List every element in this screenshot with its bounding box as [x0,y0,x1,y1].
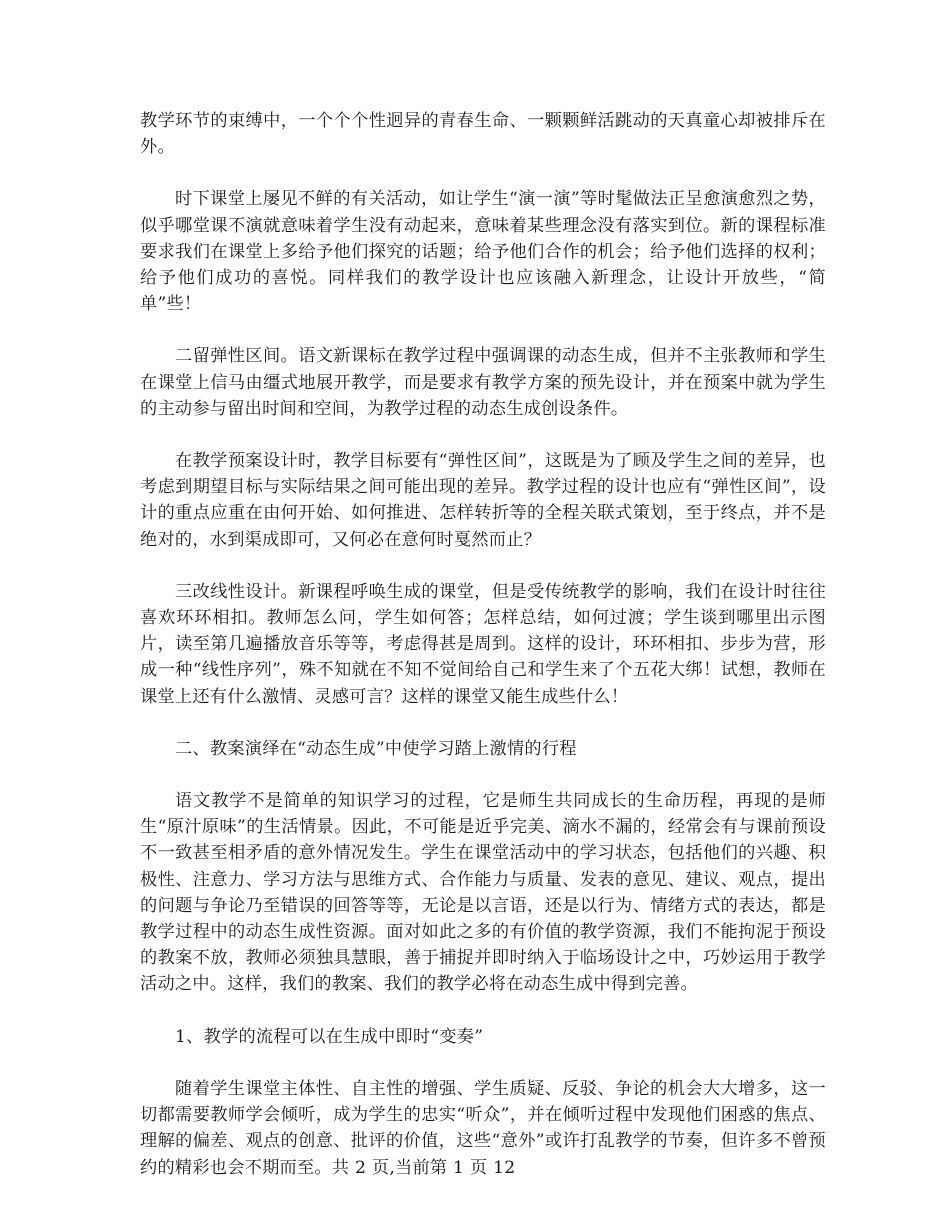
paragraph-7-text: 随着学生课堂主体性、自主性的增强、学生质疑、反驳、争论的机会大大增多，这一切都需要教师学会倾听，成为学生的忠实“听众”，并在倾听过程中发现他们困惑的焦点、理解的偏差、观点的创意、批评的价值，这些“意外”或许打乱教学的节奏，但许多不曾预约的精彩也会不期而至。 [140,1078,826,1178]
section-heading-2: 二、教案演绎在“动态生成”中使学习踏上激情的行程 [175,738,577,759]
paragraph-3: 二留弹性区间。语文新课标在教学过程中强调课的动态生成，但并不主张教师和学生在课堂上信马由缰式地展开教学，而是要求有教学方案的预先设计，并在预案中就为学生的主动参与留出时间和空间，为教学过程的动态生成创设条件。 [140,346,826,419]
paragraph-7 [140,1076,826,1181]
page-footer: 共 2 页,当前第 1 页 12 [331,1157,516,1178]
paragraph-5: 三改线性设计。新课程呼唤生成的课堂，但是受传统教学的影响，我们在设计时往往喜欢环环相扣。教师怎么问，学生如何答；怎样总结，如何过渡；学生谈到哪里出示图片，读至第几遍播放音乐等等，考虑得甚是周到。这样的设计，环环相扣、步步为营，形成一种“线性序列”，殊不知就在不知不觉间给自己和学生来了个五花大绑！试想，教师在课堂上还有什么激情、灵感可言？这样的课堂又能生成些什么！ [140,581,826,707]
paragraph-4: 在教学预案设计时，教学目标要有“弹性区间”，这既是为了顾及学生之间的差异，也考虑到期望目标与实际结果之间可能出现的差异。教学过程的设计也应有“弹性区间”，设计的重点应重在由何开始、如何推进、怎样转折等的全程关联式策划，至于终点，并不是绝对的，水到渠成即可，又何必在意何时戛然而止？ [140,451,826,550]
paragraph-1: 教学环节的束缚中，一个个个性迥异的青春生命、一颗颗鲜活跳动的天真童心却被排斥在外。 [140,111,826,158]
subsection-heading-1: 1、教学的流程可以在生成中即时“变奏” [175,1026,484,1047]
paragraph-2: 时下课堂上屡见不鲜的有关活动，如让学生“演一演”等时髦做法正呈愈演愈烈之势，似乎哪堂课不演就意味着学生没有动起来，意味着某些理念没有落实到位。新的课程标准要求我们在课堂上多给予他们探究的话题；给予他们合作的机会；给予他们选择的权利；给予他们成功的喜悦。同样我们的教学设计也应该融入新理念，让设计开放些，“简单”些！ [140,189,826,315]
document-page [140,108,826,1207]
paragraph-6: 语文教学不是简单的知识学习的过程，它是师生共同成长的生命历程，再现的是师生“原汁原味”的生活情景。因此，不可能是近乎完美、滴水不漏的，经常会有与课前预设不一致甚至相矛盾的意外情况发生。学生在课堂活动中的学习状态，包括他们的兴趣、积极性、注意力、学习方法与思维方式、合作能力与质量、发表的意见、建议、观点，提出的问题与争论乃至错误的回答等等，无论是以言语，还是以行为、情绪方式的表达，都是教学过程中的动态生成性资源。面对如此之多的有价值的教学资源，我们不能拘泥于预设的教案不放，教师必须独具慧眼，善于捕捉并即时纳入于临场设计之中，巧妙运用于教学活动之中。这样，我们的教案、我们的教学必将在动态生成中得到完善。 [140,791,826,995]
